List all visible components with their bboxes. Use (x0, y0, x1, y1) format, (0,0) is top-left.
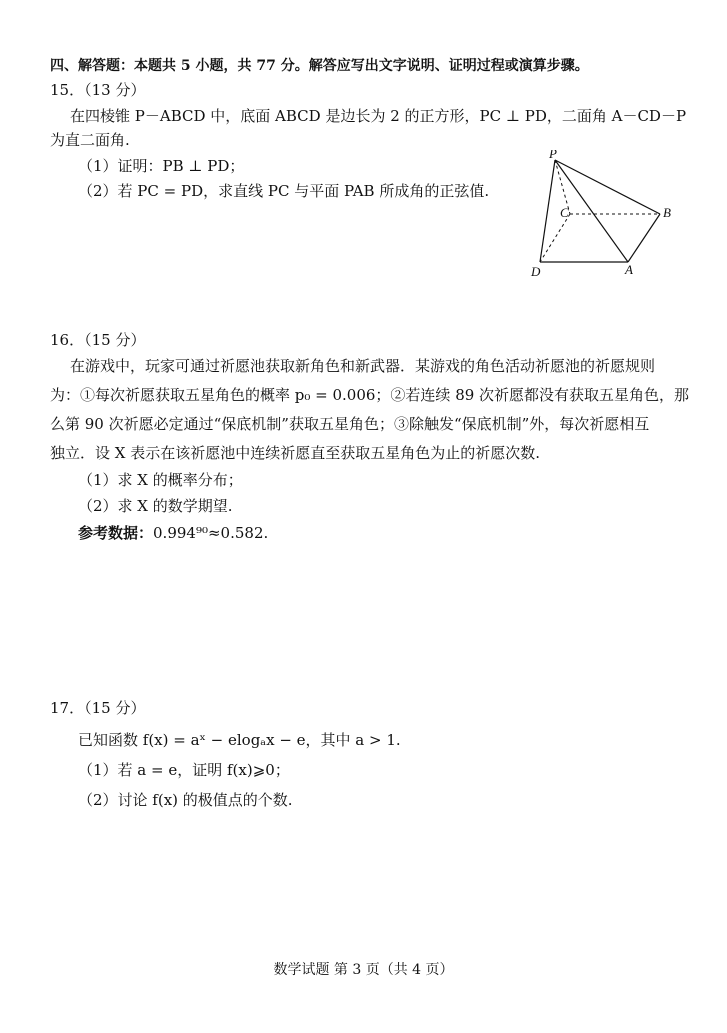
edge-PD (540, 160, 555, 262)
q15-part2: （2）若 PC = PD，求直线 PC 与平面 PAB 所成角的正弦值. (78, 182, 490, 200)
q17-stem: 已知函数 f(x) = aˣ − elogₐx − e，其中 a > 1. (78, 731, 401, 749)
q16-number: 16．（15 分） (50, 331, 146, 349)
q17-part1: （1）若 a = e，证明 f(x)⩾0； (78, 761, 290, 779)
q16-stem-line1: 在游戏中，玩家可通过祈愿池获取新角色和新武器．某游戏的角色活动祈愿池的祈愿规则 (70, 357, 656, 375)
page-footer: 数学试题 第 3 页（共 4 页） (273, 962, 454, 978)
label-P: P (549, 150, 557, 161)
edge-PB (555, 160, 660, 214)
q15-number: 15．（13 分） (50, 81, 146, 99)
q16-ref-label: 参考数据： (78, 524, 154, 542)
q17-part2: （2）讨论 f(x) 的极值点的个数. (78, 791, 293, 809)
q15-part1: （1）证明：PB ⊥ PD； (78, 157, 245, 175)
label-B: B (663, 205, 671, 220)
q15-stem-line2: 为直二面角. (50, 131, 130, 149)
q16-stem-line4: 独立．设 X 表示在该祈愿池中连续祈愿直至获取五星角色为止的祈愿次数. (50, 444, 540, 462)
pyramid-diagram (525, 150, 685, 280)
q16-stem-line3: 么第 90 次祈愿必定通过“保底机制”获取五星角色；③除触发“保底机制”外，每次祈愿相互 (50, 415, 650, 433)
q16-stem-line2: 为：①每次祈愿获取五星角色的概率 p₀ = 0.006；②若连续 89 次祈愿都没有获取五星角色，那 (50, 386, 690, 404)
q16-reference (78, 523, 268, 543)
edge-AB (628, 214, 660, 262)
label-C: C (560, 205, 569, 220)
q16-part2: （2）求 X 的数学期望. (78, 497, 233, 515)
section-header: 四、解答题：本题共 5 小题，共 77 分。解答应写出文字说明、证明过程或演算步骤。 (50, 58, 589, 74)
label-A: A (625, 262, 633, 277)
q17-number: 17．（15 分） (50, 699, 146, 717)
q16-ref-value: 0.994⁹⁰≈0.582. (153, 524, 269, 542)
label-D: D (531, 264, 541, 279)
q15-stem-line1: 在四棱锥 P－ABCD 中，底面 ABCD 是边长为 2 的正方形，PC ⊥ PD，二面角 A－CD－P (70, 107, 687, 125)
pyramid-figure (525, 150, 685, 280)
q16-part1: （1）求 X 的概率分布； (78, 471, 243, 489)
edge-CD (540, 214, 570, 262)
